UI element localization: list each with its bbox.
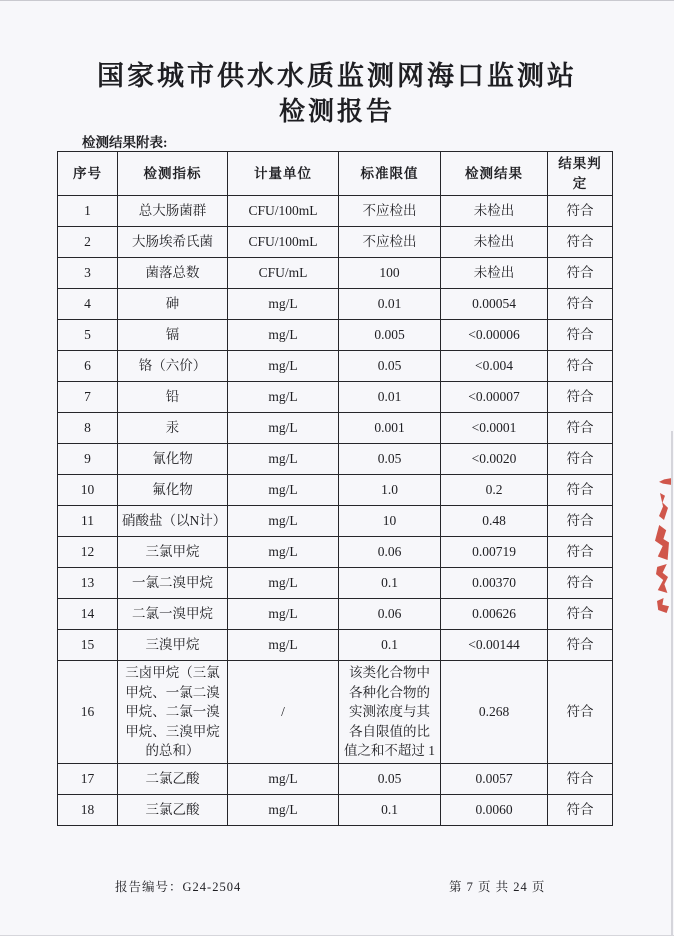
table-cell: 1 [58,196,118,227]
table-cell: 18 [58,794,118,825]
table-cell: 9 [58,444,118,475]
table-cell: 符合 [548,289,613,320]
report-title-station: 国家城市供水水质监测网海口监测站 [97,61,577,91]
table-cell: 大肠埃希氏菌 [118,227,228,258]
table-cell: 不应检出 [339,227,441,258]
table-cell: / [228,661,339,764]
stamp-edge-fragment [658,493,668,520]
table-cell: 砷 [118,289,228,320]
table-cell: 0.01 [339,382,441,413]
table-cell: CFU/mL [228,258,339,289]
table-cell: <0.00144 [441,630,548,661]
table-row [58,599,613,630]
table-cell: 0.00626 [441,599,548,630]
table-cell: 符合 [548,506,613,537]
table-cell: 0.268 [441,661,548,764]
table-cell: 汞 [118,413,228,444]
table-cell: 0.05 [339,763,441,794]
table-cell: 12 [58,537,118,568]
table-row [58,227,613,258]
results-table [57,151,613,826]
table-cell: 镉 [118,320,228,351]
table-cell: 17 [58,763,118,794]
table-cell: 4 [58,289,118,320]
table-cell: 符合 [548,196,613,227]
table-cell: 0.2 [441,475,548,506]
table-row [58,537,613,568]
table-cell: mg/L [228,320,339,351]
table-cell: 16 [58,661,118,764]
table-row [58,320,613,351]
table-cell: 0.06 [339,537,441,568]
table-cell: 符合 [548,537,613,568]
table-cell: 100 [339,258,441,289]
table-cell: 0.0060 [441,794,548,825]
table-cell: 6 [58,351,118,382]
table-cell: 三氯乙酸 [118,794,228,825]
table-cell: 0.01 [339,289,441,320]
table-cell: mg/L [228,382,339,413]
table-cell: 二氯一溴甲烷 [118,599,228,630]
table-cell: 0.001 [339,413,441,444]
table-cell: mg/L [228,444,339,475]
report-number [115,877,241,895]
table-cell: 三氯甲烷 [118,537,228,568]
table-cell: 符合 [548,661,613,764]
results-table-head-row [58,152,613,196]
table-cell: 符合 [548,444,613,475]
table-cell: 0.1 [339,794,441,825]
table-cell: 11 [58,506,118,537]
table-cell: mg/L [228,568,339,599]
table-row [58,351,613,382]
table-cell: 符合 [548,320,613,351]
table-cell: 符合 [548,763,613,794]
table-cell: 铬（六价） [118,351,228,382]
table-row [58,258,613,289]
report-number-label: 报告编号： [115,880,183,894]
table-cell: 总大肠菌群 [118,196,228,227]
table-cell: 不应检出 [339,196,441,227]
table-caption: 检测结果附表: [82,135,168,150]
table-cell: mg/L [228,630,339,661]
table-cell: 三溴甲烷 [118,630,228,661]
column-header: 计量单位 [228,152,339,196]
table-cell: 0.00370 [441,568,548,599]
table-cell: 0.0057 [441,763,548,794]
table-cell: 氰化物 [118,444,228,475]
table-cell: mg/L [228,599,339,630]
table-row [58,630,613,661]
table-cell: mg/L [228,289,339,320]
table-cell: <0.0001 [441,413,548,444]
column-header: 序号 [58,152,118,196]
table-cell: 铅 [118,382,228,413]
table-cell: CFU/100mL [228,196,339,227]
stamp-edge-fragment [655,525,669,560]
table-cell: 符合 [548,351,613,382]
table-cell: 该类化合物中各种化合物的实测浓度与其各自限值的比值之和不超过 1 [339,661,441,764]
table-cell: 符合 [548,258,613,289]
table-cell: 3 [58,258,118,289]
table-cell: 符合 [548,599,613,630]
stamp-edge-fragment [656,564,668,593]
column-header: 检测结果 [441,152,548,196]
table-cell: 符合 [548,794,613,825]
table-cell: 未检出 [441,196,548,227]
table-cell: 符合 [548,382,613,413]
table-cell: 0.00054 [441,289,548,320]
table-cell: 符合 [548,227,613,258]
table-cell: 一氯二溴甲烷 [118,568,228,599]
table-cell: <0.0020 [441,444,548,475]
table-cell: CFU/100mL [228,227,339,258]
table-cell: 未检出 [441,258,548,289]
report-number-value: G24-2504 [182,880,242,894]
report-title-type: 检测报告 [278,97,395,126]
table-cell: 0.06 [339,599,441,630]
table-row [58,506,613,537]
column-header: 检测指标 [118,152,228,196]
table-cell: 氟化物 [118,475,228,506]
table-cell: 二氯乙酸 [118,763,228,794]
table-cell: 14 [58,599,118,630]
table-cell: 0.05 [339,351,441,382]
table-cell: 硝酸盐（以N计） [118,506,228,537]
table-cell: <0.00006 [441,320,548,351]
table-cell: <0.004 [441,351,548,382]
table-row [58,763,613,794]
table-cell: 符合 [548,475,613,506]
table-cell: <0.00007 [441,382,548,413]
table-row [58,289,613,320]
table-cell: mg/L [228,763,339,794]
table-cell: 8 [58,413,118,444]
table-cell: mg/L [228,475,339,506]
table-cell: mg/L [228,413,339,444]
stamp-edge-fragment [657,598,669,613]
table-row [58,475,613,506]
table-cell: 1.0 [339,475,441,506]
results-table-body [58,196,613,826]
table-cell: 7 [58,382,118,413]
table-cell: mg/L [228,506,339,537]
column-header: 结果判定 [548,152,613,196]
table-cell: 13 [58,568,118,599]
table-cell: 0.48 [441,506,548,537]
page-number-indicator: 第 7 页 共 24 页 [449,880,546,894]
table-cell: 10 [339,506,441,537]
table-row [58,196,613,227]
table-cell: 符合 [548,413,613,444]
table-cell: mg/L [228,794,339,825]
table-cell: 三卤甲烷（三氯甲烷、一氯二溴甲烷、二氯一溴甲烷、三溴甲烷的总和） [118,661,228,764]
table-row [58,794,613,825]
table-cell: 2 [58,227,118,258]
table-cell: 5 [58,320,118,351]
table-row [58,413,613,444]
table-cell: 15 [58,630,118,661]
table-cell: 符合 [548,568,613,599]
table-cell: 未检出 [441,227,548,258]
table-row [58,444,613,475]
column-header: 标准限值 [339,152,441,196]
table-row [58,661,613,764]
table-cell: 10 [58,475,118,506]
table-cell: mg/L [228,351,339,382]
table-cell: 0.00719 [441,537,548,568]
table-cell: 0.05 [339,444,441,475]
table-cell: 0.1 [339,630,441,661]
table-cell: 0.005 [339,320,441,351]
table-cell: mg/L [228,537,339,568]
table-cell: 0.1 [339,568,441,599]
scan-page-edge [671,431,673,936]
table-cell: 菌落总数 [118,258,228,289]
table-row [58,568,613,599]
table-row [58,382,613,413]
table-cell: 符合 [548,630,613,661]
